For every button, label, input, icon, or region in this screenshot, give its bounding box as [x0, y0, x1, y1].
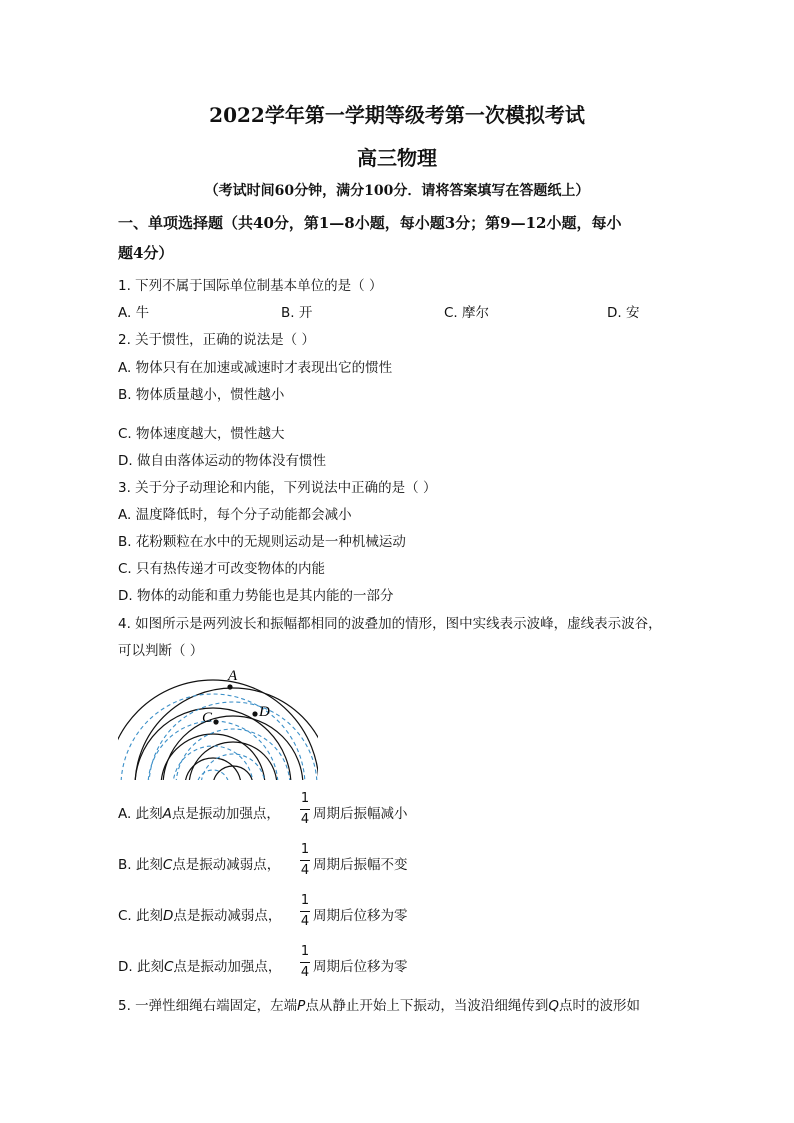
question-3-option-d: D. 物体的动能和重力势能也是其内能的一部分 [118, 588, 394, 604]
question-1-option-a: A. 牛 [118, 305, 150, 321]
fraction-numerator: 1 [300, 791, 310, 806]
question-4-option-a-suffix: 周期后振幅减小 [313, 806, 408, 822]
point-a [227, 684, 232, 689]
fraction-denominator: 4 [300, 863, 310, 878]
fraction-bar [300, 911, 310, 912]
label-d: D [259, 704, 270, 720]
wave-interference-figure [118, 668, 318, 780]
point-d [252, 711, 257, 716]
question-2-option-c: C. 物体速度越大，惯性越大 [118, 426, 285, 442]
question-3-option-b: B. 花粉颗粒在水中的无规则运动是一种机械运动 [118, 534, 406, 550]
question-4-stem-cont: 可以判断（ ） [118, 643, 204, 659]
question-4-option-a: A. 此刻A点是振动加强点， [118, 806, 280, 822]
label-a: A [228, 668, 238, 684]
question-1-option-d: D. 安 [607, 305, 640, 321]
fraction-bar [300, 860, 310, 861]
fraction-numerator: 1 [300, 893, 310, 908]
wave-troughs [121, 694, 317, 780]
question-2-option-b: B. 物体质量越小，惯性越小 [118, 387, 285, 403]
question-4-option-c: C. 此刻D点是振动减弱点， [118, 908, 282, 924]
question-2-stem: 2. 关于惯性，正确的说法是（ ） [118, 332, 315, 348]
section-heading: 一、单项选择题（共40分，第1—8小题，每小题3分；第9—12小题，每小 [118, 214, 622, 232]
question-5-stem: 5. 一弹性细绳右端固定，左端P点从静止开始上下振动，当波沿细绳传到Q点时的波形如 [118, 998, 640, 1014]
question-4-option-d-suffix: 周期后位移为零 [313, 959, 408, 975]
fraction-bar [300, 962, 310, 963]
question-4-stem: 4. 如图所示是两列波长和振幅都相同的波叠加的情形，图中实线表示波峰，虚线表示波谷， [118, 616, 662, 632]
question-3-stem: 3. 关于分子动理论和内能，下列说法中正确的是（ ） [118, 480, 437, 496]
question-1-option-c: C. 摩尔 [444, 305, 490, 321]
fraction-denominator: 4 [300, 812, 310, 827]
fraction-numerator: 1 [300, 842, 310, 857]
fraction-numerator: 1 [300, 944, 310, 959]
fraction-denominator: 4 [300, 965, 310, 980]
question-1-option-b: B. 开 [281, 305, 313, 321]
question-4-option-b-suffix: 周期后振幅不变 [313, 857, 408, 873]
question-4-option-b: B. 此刻C点是振动减弱点， [118, 857, 281, 873]
question-3-option-c: C. 只有热传递才可改变物体的内能 [118, 561, 326, 577]
question-4-option-c-suffix: 周期后位移为零 [313, 908, 408, 924]
question-3-option-a: A. 温度降低时，每个分子动能都会减小 [118, 507, 352, 523]
fraction-denominator: 4 [300, 914, 310, 929]
exam-title: 2022学年第一学期等级考第一次模拟考试 [209, 103, 585, 127]
question-1-stem: 1. 下列不属于国际单位制基本单位的是（ ） [118, 278, 383, 294]
question-4-option-d: D. 此刻C点是振动加强点， [118, 959, 282, 975]
subject-title: 高三物理 [357, 146, 437, 170]
section-heading-cont: 题4分） [118, 244, 174, 262]
fraction-bar [300, 809, 310, 810]
point-c [213, 719, 218, 724]
wave-crests-left [118, 680, 318, 780]
question-2-option-d: D. 做自由落体运动的物体没有惯性 [118, 453, 326, 469]
exam-instructions: （考试时间60分钟，满分100分．请将答案填写在答题纸上） [204, 183, 590, 199]
label-c: C [202, 710, 213, 726]
question-2-option-a: A. 物体只有在加速或减速时才表现出它的惯性 [118, 360, 393, 376]
